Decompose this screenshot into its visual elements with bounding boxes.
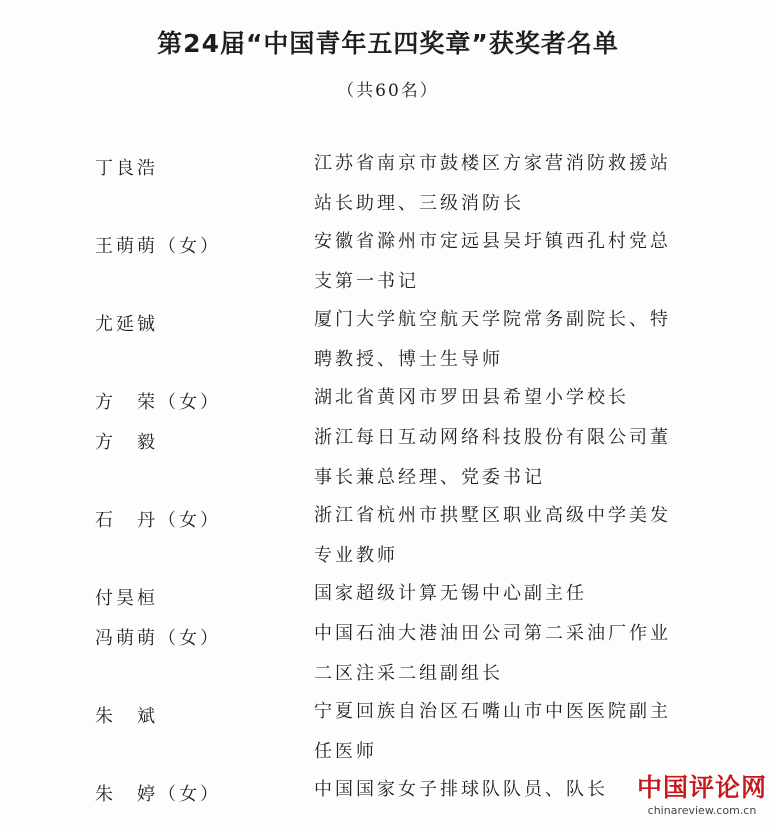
position-line: 湖北省黄冈市罗田县希望小学校长 [314,387,629,408]
awardee-position [314,144,676,224]
awardee-name: 付昊桓 [95,588,158,609]
position-line: 中国国家女子排球队队员、队长 [314,779,608,800]
page-title: 第24届“中国青年五四奖章”获奖者名单 [157,29,619,58]
watermark-brand: 中国评论网 [636,773,767,802]
awardee-position [314,692,676,772]
awardee-position [314,222,676,302]
position-line: 事长兼总经理、党委书记 [314,467,545,488]
awardee-name: 丁良浩 [95,158,158,179]
awardee-position [314,770,676,810]
awardee-name: 方 毅 [95,432,158,453]
position-line: 聘教授、博士生导师 [314,349,503,370]
awardee-name: 王萌萌（女） [95,236,221,257]
page-subtitle: （共60名） [337,81,439,101]
position-line: 国家超级计算无锡中心副主任 [314,583,587,604]
position-line: 浙江省杭州市拱墅区职业高级中学美发 [314,505,671,526]
position-line: 任医师 [314,741,377,762]
position-line: 二区注采二组副组长 [314,663,503,684]
position-line: 安徽省滁州市定远县吴圩镇西孔村党总 [314,231,671,252]
awardee-position [314,378,676,418]
position-line: 站长助理、三级消防长 [314,193,524,214]
awardee-name: 朱 婷（女） [95,784,221,805]
awardee-position [314,614,676,694]
position-line: 浙江每日互动网络科技股份有限公司董 [314,427,671,448]
position-line: 专业教师 [314,545,398,566]
awardee-position [314,496,676,576]
chinareview-watermark [634,768,770,817]
awardee-name: 尤延铖 [95,314,158,335]
watermark-url: chinareview.com.cn [647,804,757,817]
position-line: 中国石油大港油田公司第二采油厂作业 [314,623,671,644]
position-line: 宁夏回族自治区石嘴山市中医医院副主 [314,701,671,722]
awardee-name: 方 荣（女） [95,392,221,413]
awardee-position [314,418,676,498]
awardee-position [314,300,676,380]
position-line: 支第一书记 [314,271,419,292]
position-line: 江苏省南京市鼓楼区方家营消防救援站 [314,153,671,174]
awardee-name: 朱 斌 [95,706,158,727]
awardee-name: 冯萌萌（女） [95,628,221,649]
position-line: 厦门大学航空航天学院常务副院长、特 [314,309,671,330]
awardee-position [314,574,676,614]
awardee-name: 石 丹（女） [95,510,221,531]
